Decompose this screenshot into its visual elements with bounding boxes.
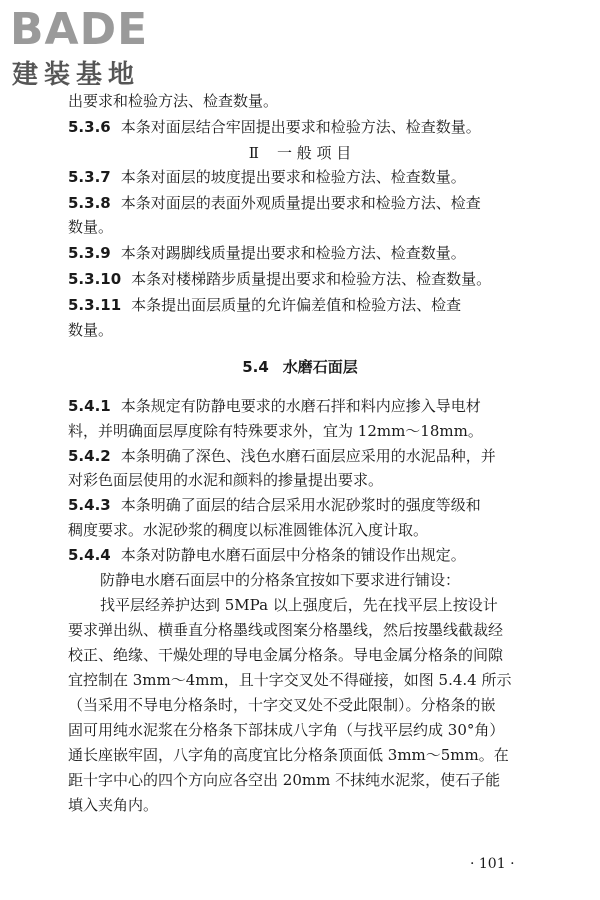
clause-number: 5.3.11 — [68, 296, 122, 314]
body-line — [68, 669, 511, 691]
clause-text: 本条对面层结合牢固提出要求和检验方法、检查数量。 — [120, 118, 481, 136]
clause-5-3-8 — [68, 192, 481, 214]
clause-text: 本条对楼梯踏步质量提出要求和检验方法、检查数量。 — [131, 270, 492, 288]
body-line — [68, 519, 428, 541]
clause-text: 对彩色面层使用的水泥和颜料的掺量提出要求。 — [68, 471, 384, 489]
body-line — [68, 769, 500, 791]
body-line — [68, 744, 509, 766]
clause-text: 本条规定有防静电要求的水磨石拌和料内应掺入导电材 — [120, 397, 481, 415]
body-line — [68, 420, 483, 442]
clause-text: 要求弹出纵、横垂直分格墨线或图案分格墨线，然后按墨线截裁经 — [68, 621, 504, 639]
clause-number: 5.3.10 — [68, 270, 122, 288]
body-line — [68, 694, 496, 716]
clause-text: 填入夹角内。 — [68, 796, 159, 814]
clause-text: 料，并明确面层厚度除有特殊要求外，宜为 12mm～18mm。 — [68, 422, 483, 440]
body-line — [100, 594, 498, 616]
section-number: 5.4 — [242, 358, 269, 376]
clause-text: 固可用纯水泥浆在分格条下部抹成八字角（与找平层约成 30°角） — [68, 721, 505, 739]
body-line — [68, 719, 504, 741]
clause-text: 本条对防静电水磨石面层中分格条的铺设作出规定。 — [120, 546, 466, 564]
clause-number: 5.3.6 — [68, 118, 111, 136]
page-number: · 101 · — [470, 856, 515, 872]
clause-text: 本条对面层的坡度提出要求和检验方法、检查数量。 — [120, 168, 466, 186]
section-title: 水磨石面层 — [282, 358, 358, 376]
clause-text: （当采用不导电分格条时，十字交叉处不受此限制）。分格条的嵌 — [68, 696, 496, 714]
clause-5-3-7 — [68, 166, 466, 188]
body-line — [68, 619, 503, 641]
clause-text: 宜控制在 3mm～4mm，且十字交叉处不得碰接，如图 5.4.4 所示 — [68, 671, 512, 689]
body-line — [68, 469, 383, 491]
body-line — [68, 794, 158, 816]
clause-5-4-1 — [68, 395, 481, 417]
logo-subtitle: 建装基地 — [12, 60, 141, 90]
clause-text: 本条明确了深色、浅色水磨石面层应采用的水泥品种，并 — [120, 447, 496, 465]
body-line — [68, 644, 503, 666]
clause-number: 5.3.7 — [68, 168, 111, 186]
section-heading — [0, 356, 600, 378]
clause-5-4-4 — [68, 544, 466, 566]
clause-number: 5.4.3 — [68, 496, 111, 514]
clause-text: 通长座嵌牢固，八字角的高度宜比分格条顶面低 3mm～5mm。在 — [68, 746, 509, 764]
clause-text: 本条提出面层质量的允许偏差值和检验方法、检查 — [131, 296, 462, 314]
body-line — [100, 569, 460, 591]
clause-number: 5.3.8 — [68, 194, 111, 212]
clause-text: 数量。 — [68, 321, 114, 339]
clause-text: 稠度要求。水泥砂浆的稠度以标准圆锥体沉入度计取。 — [68, 521, 429, 539]
logo-brand: BADE — [10, 4, 149, 55]
clause-text: 数量。 — [68, 218, 114, 236]
sub-heading-text: 一 般 项 目 — [276, 144, 352, 162]
clause-text: 本条对踢脚线质量提出要求和检验方法、检查数量。 — [120, 244, 466, 262]
clause-5-3-11 — [68, 294, 461, 316]
sub-heading-roman: Ⅱ — [248, 144, 259, 162]
clause-text: 本条明确了面层的结合层采用水泥砂浆时的强度等级和 — [120, 496, 481, 514]
clause-number: 5.4.1 — [68, 397, 111, 415]
clause-number: 5.3.9 — [68, 244, 111, 262]
clause-text: 距十字中心的四个方向应各空出 20mm 不抹纯水泥浆，使石子能 — [68, 771, 501, 789]
clause-5-4-2 — [68, 445, 496, 467]
clause-text: 出要求和检验方法、检查数量。 — [68, 92, 279, 110]
clause-number: 5.4.2 — [68, 447, 111, 465]
clause-number: 5.4.4 — [68, 546, 111, 564]
clause-text: 找平层经养护达到 5MPa 以上强度后，先在找平层上按设计 — [100, 596, 498, 614]
clause-text: 校正、绝缘、干燥处理的导电金属分格条。导电金属分格条的间隙 — [68, 646, 504, 664]
body-line — [68, 90, 278, 112]
clause-text: 本条对面层的表面外观质量提出要求和检验方法、检查 — [120, 194, 481, 212]
logo — [10, 5, 180, 95]
clause-5-3-9 — [68, 242, 466, 264]
clause-text: 防静电水磨石面层中的分格条宜按如下要求进行铺设： — [100, 571, 461, 589]
clause-5-3-6 — [68, 116, 481, 138]
body-line — [68, 216, 113, 238]
clause-5-3-10 — [68, 268, 491, 290]
body-line — [68, 319, 113, 341]
sub-heading — [0, 142, 600, 164]
clause-5-4-3 — [68, 494, 481, 516]
